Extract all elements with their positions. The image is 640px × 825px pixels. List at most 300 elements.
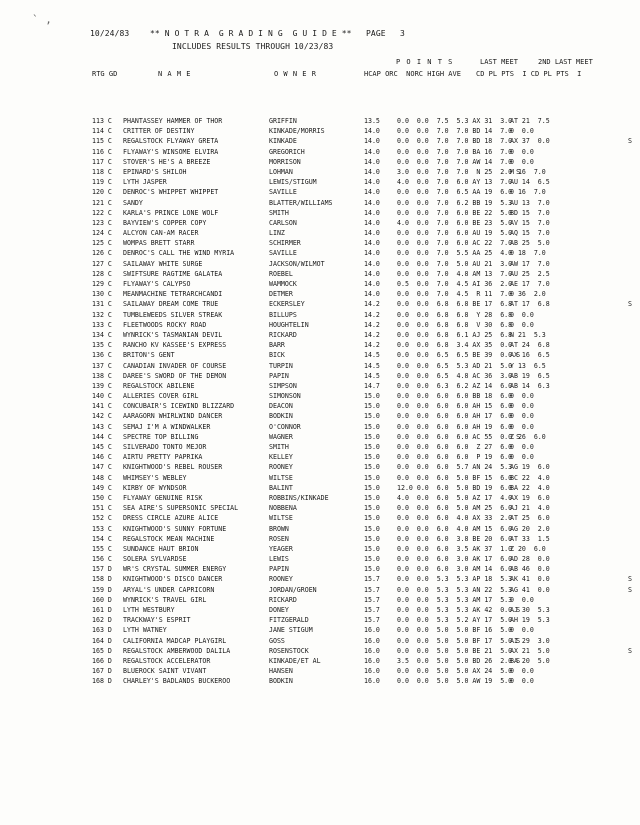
row-second-last-meet: Z 26 6.0 — [510, 432, 546, 441]
row-points-and-last-meet: 0.0 0.0 5.3 5.3 AN 22 5.3 — [397, 585, 513, 594]
row-dog-name: DENROC'S CALL THE WIND MYRIA — [123, 249, 235, 258]
row-rating-id: 155 C — [92, 544, 112, 553]
row-owner: SIMONSON — [269, 392, 301, 401]
row-rating-id: 162 D — [92, 616, 112, 625]
row-points-and-last-meet: 4.0 0.0 7.0 6.0 AY 13 7.0 — [397, 178, 513, 187]
row-hcap: 14.5 — [364, 371, 380, 380]
table-row — [92, 422, 640, 432]
row-owner: DEACON — [269, 402, 293, 411]
row-second-last-meet: AB 25 5.0 — [510, 239, 550, 248]
row-hcap: 14.0 — [364, 167, 380, 176]
row-points-and-last-meet: 0.0 0.0 7.0 6.0 AC 22 7.0 — [397, 239, 513, 248]
row-second-last-meet: 0 0.0 — [510, 157, 534, 166]
row-points-and-last-meet: 0.0 0.0 7.0 6.5 AA 19 6.0 — [397, 188, 513, 197]
row-hcap: 14.2 — [364, 320, 380, 329]
row-second-last-meet: AX 16 6.5 — [510, 351, 550, 360]
row-owner: BALINT — [269, 483, 293, 492]
row-points-and-last-meet: 0.0 0.0 7.0 6.0 BE 22 5.0 — [397, 208, 513, 217]
row-dog-name: ALLERIES COVER GIRL — [123, 392, 199, 401]
row-second-last-meet: 0 0.0 — [510, 320, 534, 329]
row-owner: SAVILLE — [269, 249, 297, 258]
row-owner: KINKADE/MORRIS — [269, 127, 325, 136]
row-owner: BARR — [269, 341, 285, 350]
row-rating-id: 142 C — [92, 412, 112, 421]
row-points-and-last-meet: 3.5 0.0 5.0 5.0 BD 26 2.0 S — [397, 656, 521, 665]
row-second-last-meet: 0 0.0 — [510, 412, 534, 421]
row-owner: BLATTER/WILLIAMS — [269, 198, 333, 207]
second-last-meet-group-header: 2ND LAST MEET — [538, 58, 593, 66]
row-hcap: 14.0 — [364, 137, 380, 146]
row-owner: DETMER — [269, 290, 293, 299]
table-row — [92, 157, 640, 167]
row-points-and-last-meet: 0.0 0.0 6.0 6.0 BB 18 6.0 — [397, 392, 513, 401]
row-second-last-meet: BC 22 4.0 — [510, 473, 550, 482]
row-hcap: 14.2 — [364, 330, 380, 339]
row-second-last-meet: AI 29 3.0 — [510, 636, 550, 645]
row-dog-name: CANADIAN INVADER OF COURSE — [123, 361, 227, 370]
table-row — [92, 524, 640, 534]
row-owner: GOSS — [269, 636, 285, 645]
table-row — [92, 513, 640, 523]
row-rating-id: 167 D — [92, 667, 112, 676]
table-row — [92, 218, 640, 228]
row-owner: HANSEN — [269, 667, 293, 676]
row-second-last-meet: AV 15 7.0 — [510, 218, 550, 227]
table-row — [92, 289, 640, 299]
table-row — [92, 462, 640, 472]
row-rating-id: 143 C — [92, 422, 112, 431]
owner-header: O W N E R — [274, 70, 317, 78]
points-columns-header: HCAP ORC NORC HIGH AVE — [364, 70, 461, 78]
row-hcap: 15.7 — [364, 595, 380, 604]
row-second-last-meet: Z 20 6.0 — [510, 544, 546, 553]
row-points-and-last-meet: 0.0 0.0 6.8 6.8 Y 28 6.8 — [397, 310, 513, 319]
row-owner: SCHIRMER — [269, 239, 301, 248]
row-dog-name: DRESS CIRCLE AZURE ALICE — [123, 514, 219, 523]
row-rating-id: 128 C — [92, 269, 112, 278]
row-points-and-last-meet: 12.0 0.0 6.0 5.0 BD 19 6.0 — [397, 483, 513, 492]
row-rating-id: 123 C — [92, 218, 112, 227]
table-row — [92, 676, 640, 686]
table-row — [92, 381, 640, 391]
row-rating-id: 159 D — [92, 585, 112, 594]
row-owner: O'CONNOR — [269, 422, 301, 431]
row-second-last-meet: 0 0.0 — [510, 147, 534, 156]
row-hcap: 16.0 — [364, 626, 380, 635]
row-owner: LEWIS — [269, 555, 289, 564]
table-row — [92, 574, 640, 584]
table-row — [92, 401, 640, 411]
row-rating-id: 121 C — [92, 198, 112, 207]
row-dog-name: ARYAL'S UNDER CAPRICORN — [123, 585, 215, 594]
row-dog-name: SPECTRE TOP BILLING — [123, 432, 199, 441]
row-owner: RICKARD — [269, 330, 297, 339]
row-rating-id: 163 D — [92, 626, 112, 635]
row-dog-name: LYTH JASPER — [123, 178, 167, 187]
row-second-last-meet: AX 21 5.0 — [510, 646, 550, 655]
table-row — [92, 585, 640, 595]
table-row — [92, 136, 640, 146]
row-hcap: 14.2 — [364, 310, 380, 319]
row-points-and-last-meet: 0.0 0.0 6.3 6.2 AZ 14 6.0 — [397, 381, 513, 390]
row-points-and-last-meet: 0.0 0.0 6.5 6.5 BE 39 0.0 S — [397, 351, 521, 360]
row-second-last-meet: AE 17 7.0 — [510, 280, 550, 288]
table-row — [92, 432, 640, 442]
row-second-last-meet: 0 0.0 — [510, 402, 534, 411]
row-points-and-last-meet: 0.0 0.0 7.5 5.3 AX 31 3.0 — [397, 117, 513, 125]
row-second-last-meet: BD 15 7.0 — [510, 208, 550, 217]
row-points-and-last-meet: 3.0 0.0 7.0 7.0 N 25 2.0 S — [397, 167, 521, 176]
row-second-last-meet: AG 19 6.0 — [510, 463, 550, 472]
row-rating-id: 165 D — [92, 646, 112, 655]
row-rating-id: 141 C — [92, 402, 112, 411]
row-dog-name: EPINARD'S SHILOH — [123, 167, 187, 176]
row-rating-id: 164 D — [92, 636, 112, 645]
row-hcap: 15.0 — [364, 412, 380, 421]
row-points-and-last-meet: 0.0 0.0 7.0 5.0 AU 21 3.0 — [397, 259, 513, 268]
table-row — [92, 259, 640, 269]
row-dog-name: CALIFORNIA MADCAP PLAYGIRL — [123, 636, 227, 645]
table-row — [92, 177, 640, 187]
table-row — [92, 615, 640, 625]
table-row — [92, 473, 640, 483]
row-dog-name: LYTH WESTBURY — [123, 606, 175, 614]
row-second-last-meet: AT 25 6.0 — [510, 514, 550, 523]
row-points-and-last-meet: 0.0 0.0 6.0 5.7 AN 24 5.3 — [397, 463, 513, 472]
table-row — [92, 279, 640, 289]
row-owner: KELLEY — [269, 453, 293, 462]
row-hcap: 15.7 — [364, 585, 380, 594]
row-rating-id: 124 C — [92, 229, 112, 238]
row-hcap: 14.5 — [364, 361, 380, 370]
row-owner: SMITH — [269, 208, 289, 217]
table-row — [92, 636, 640, 646]
row-dog-name: PHANTASSEY HAMMER OF THOR — [123, 117, 223, 125]
table-row — [92, 350, 640, 360]
table-row — [92, 483, 640, 493]
row-owner: NOBBENA — [269, 504, 297, 513]
row-dog-name: FLEETWOODS ROCKY ROAD — [123, 320, 207, 329]
row-dog-name: SILVERADO TONTO MEJOR — [123, 443, 207, 451]
row-points-and-last-meet: 0.0 0.0 6.0 6.0 AC 55 0.0 S — [397, 432, 521, 441]
row-second-last-meet: AB 14 6.3 — [510, 381, 550, 390]
row-owner: BODKIN — [269, 412, 293, 421]
row-points-and-last-meet: 0.0 0.0 5.0 5.0 BE 21 5.0 — [397, 646, 513, 655]
row-rating-id: 118 C — [92, 167, 112, 176]
row-owner: ECKERSLEY — [269, 300, 305, 309]
table-row — [92, 116, 640, 126]
points-group-header: P O I N T S — [396, 58, 454, 66]
row-dog-name: REGALSTOCK FLYAWAY GRETA — [123, 137, 219, 146]
row-dog-name: LYTH WATNEY — [123, 626, 167, 635]
row-second-last-meet: 0 0.0 — [510, 677, 534, 686]
row-owner: ROBBINS/KINKADE — [269, 493, 329, 502]
row-points-and-last-meet: 0.0 0.0 5.3 5.3 AP 18 5.3 — [397, 575, 513, 584]
row-dog-name: REGALSTOCK ABILENE — [123, 381, 195, 390]
row-hcap: 15.0 — [364, 534, 380, 543]
row-rating-id: 122 C — [92, 208, 112, 217]
row-second-last-meet: AW 17 7.0 — [510, 259, 550, 268]
table-row — [92, 656, 640, 666]
row-dog-name: SEMAJ I'M A WINDWALKER — [123, 422, 211, 431]
row-second-last-meet: BA 22 4.0 — [510, 483, 550, 492]
row-dog-name: CRITTER OF DESTINY — [123, 127, 195, 136]
row-second-last-meet: 0 36 2.0 — [510, 290, 546, 299]
row-owner: MORRISON — [269, 157, 301, 166]
table-row — [92, 595, 640, 605]
row-points-and-last-meet: 0.0 0.0 6.0 3.0 AK 17 6.0 — [397, 555, 513, 564]
row-indicator: S — [628, 575, 632, 584]
row-hcap: 15.7 — [364, 606, 380, 614]
row-owner: BODKIN — [269, 677, 293, 686]
row-second-last-meet: AT 24 6.8 — [510, 341, 550, 350]
row-hcap: 15.0 — [364, 453, 380, 462]
row-rating-id: 146 C — [92, 453, 112, 462]
row-second-last-meet: N 21 5.3 — [510, 330, 546, 339]
row-rating-id: 114 C — [92, 127, 112, 136]
row-hcap: 15.0 — [364, 514, 380, 523]
row-hcap: 14.0 — [364, 198, 380, 207]
row-second-last-meet: AK 41 0.0 — [510, 575, 550, 584]
row-dog-name: RANCHO KV KASSEE'S EXPRESS — [123, 341, 227, 350]
row-dog-name: KIRBY OF WYNDSOR — [123, 483, 187, 492]
row-points-and-last-meet: 0.0 0.0 6.8 6.8 V 30 6.8 — [397, 320, 513, 329]
row-owner: KINKADE/ET AL — [269, 656, 321, 665]
row-points-and-last-meet: 0.0 0.0 7.0 7.0 BA 16 7.0 — [397, 147, 513, 156]
row-hcap: 14.2 — [364, 341, 380, 350]
row-second-last-meet: 0 0.0 — [510, 453, 534, 462]
row-second-last-meet: AJ 21 4.0 — [510, 504, 550, 513]
row-second-last-meet: 0 0.0 — [510, 595, 534, 604]
row-dog-name: FLYAWAY GENUINE RISK — [123, 493, 203, 502]
row-points-and-last-meet: 0.0 0.0 6.0 6.0 AH 15 6.0 — [397, 402, 513, 411]
table-row — [92, 340, 640, 350]
row-points-and-last-meet: 0.0 0.0 6.0 6.0 AH 17 6.0 — [397, 412, 513, 421]
row-second-last-meet: AQ 15 7.0 — [510, 229, 550, 238]
table-row — [92, 493, 640, 503]
row-rating-id: 147 C — [92, 463, 112, 472]
row-owner: WILTSE — [269, 514, 293, 523]
row-rating-id: 119 C — [92, 178, 112, 187]
table-row — [92, 198, 640, 208]
row-dog-name: CHARLEY'S BADLANDS BUCKEROO — [123, 677, 231, 686]
row-second-last-meet: AU 14 6.5 — [510, 178, 550, 187]
row-dog-name: TRACKWAY'S ESPRIT — [123, 616, 191, 625]
row-second-last-meet: AB 19 6.5 — [510, 371, 550, 380]
row-hcap: 15.0 — [364, 483, 380, 492]
row-rating-id: 136 C — [92, 351, 112, 360]
row-owner: DONEY — [269, 606, 289, 614]
row-dog-name: SWIFTSURE RAGTIME GALATEA — [123, 269, 223, 278]
table-row — [92, 228, 640, 238]
page-label: PAGE — [366, 29, 386, 38]
row-indicator: S — [628, 646, 632, 655]
row-points-and-last-meet: 0.0 0.0 6.0 4.0 AM 15 6.0 — [397, 524, 513, 533]
row-points-and-last-meet: 4.0 0.0 7.0 6.0 BE 23 5.0 — [397, 218, 513, 227]
row-owner: LEWIS/STIGUM — [269, 178, 317, 187]
row-owner: ROONEY — [269, 575, 293, 584]
row-rating-id: 137 C — [92, 361, 112, 370]
row-dog-name: SAILAWAY WHITE SURGE — [123, 259, 203, 268]
row-hcap: 15.0 — [364, 443, 380, 451]
row-owner: YEAGER — [269, 544, 293, 553]
row-dog-name: SEA AIRE'S SUPERSONIC SPECIAL — [123, 504, 239, 513]
row-dog-name: SOLERA SYLVARDSE — [123, 555, 187, 564]
row-owner: WAGNER — [269, 432, 293, 441]
row-dog-name: WYNRICK'S TASMANIAN DEVIL — [123, 330, 223, 339]
report-date: 10/24/83 — [90, 29, 130, 38]
row-rating-id: 161 D — [92, 606, 112, 614]
row-hcap: 15.0 — [364, 504, 380, 513]
row-hcap: 15.0 — [364, 463, 380, 472]
row-dog-name: AARAGORN WHIRLWIND DANCER — [123, 412, 223, 421]
row-dog-name: MEANMACHINE TETRARCHCANDI — [123, 290, 223, 299]
row-rating-id: 153 C — [92, 524, 112, 533]
row-points-and-last-meet: 0.0 0.0 6.0 6.0 P 19 6.0 — [397, 453, 513, 462]
row-points-and-last-meet: 0.0 0.0 6.8 6.1 AJ 25 6.8 — [397, 330, 513, 339]
row-rating-id: 127 C — [92, 259, 112, 268]
row-rating-id: 145 C — [92, 443, 112, 451]
row-owner: PAPIN — [269, 565, 289, 574]
table-row — [92, 503, 640, 513]
row-points-and-last-meet: 0.0 0.0 7.0 7.0 BD 18 7.0 — [397, 137, 513, 146]
row-points-and-last-meet: 0.0 0.0 5.0 5.0 BF 17 5.0 S — [397, 636, 521, 645]
table-row — [92, 371, 640, 381]
row-hcap: 15.0 — [364, 422, 380, 431]
row-points-and-last-meet: 0.0 0.0 6.5 5.3 AD 21 5.0 — [397, 361, 513, 370]
table-row — [92, 330, 640, 340]
row-rating-id: 113 C — [92, 117, 112, 125]
row-rating-id: 132 C — [92, 310, 112, 319]
scan-mark: ` , — [32, 13, 52, 26]
row-dog-name: AIRTU PRETTY PAPRIKA — [123, 453, 203, 462]
row-owner: JORDAN/GROEN — [269, 585, 317, 594]
row-hcap: 16.0 — [364, 646, 380, 655]
row-hcap: 14.0 — [364, 280, 380, 288]
row-dog-name: REGALSTOCK MEAN MACHINE — [123, 534, 215, 543]
row-rating-id: 139 C — [92, 381, 112, 390]
row-rating-id: 160 D — [92, 595, 112, 604]
row-second-last-meet: AX 37 0.0 — [510, 137, 550, 146]
row-rating-id: 126 C — [92, 249, 112, 258]
row-owner: JANE STIGUM — [269, 626, 313, 635]
table-row — [92, 391, 640, 401]
row-hcap: 14.0 — [364, 147, 380, 156]
row-rating-id: 144 C — [92, 432, 112, 441]
row-owner: LOHMAN — [269, 167, 293, 176]
row-dog-name: WHIMSEY'S WEBLEY — [123, 473, 187, 482]
row-hcap: 14.0 — [364, 269, 380, 278]
rtg-gd-header: RTG GD — [92, 70, 118, 78]
row-second-last-meet: AH 19 5.3 — [510, 616, 550, 625]
row-points-and-last-meet: 0.0 0.0 6.0 3.8 BE 20 6.0 — [397, 534, 513, 543]
row-indicator: S — [628, 585, 632, 594]
table-row — [92, 167, 640, 177]
row-points-and-last-meet: 0.0 0.0 5.3 5.3 AM 17 5.3 — [397, 595, 513, 604]
row-owner: GRIFFIN — [269, 117, 297, 125]
table-row — [92, 299, 640, 309]
row-hcap: 15.7 — [364, 616, 380, 625]
row-owner: WILTSE — [269, 473, 293, 482]
row-points-and-last-meet: 0.0 0.0 7.0 7.0 AW 14 7.0 — [397, 157, 513, 166]
row-rating-id: 129 C — [92, 280, 112, 288]
row-points-and-last-meet: 0.0 0.0 5.0 5.0 AW 19 5.0 — [397, 677, 513, 686]
table-row — [92, 126, 640, 136]
row-dog-name: CONCUBAIR'S ICEWIND BLIZZARD — [123, 402, 235, 411]
row-dog-name: DENROC'S WHIPPET WHIPPET — [123, 188, 219, 197]
row-owner: PAPIN — [269, 371, 289, 380]
row-second-last-meet: M 16 7.0 — [510, 167, 546, 176]
row-dog-name: REGALSTOCK ACCELERATOR — [123, 656, 211, 665]
row-points-and-last-meet: 0.0 0.0 5.0 5.0 AX 24 5.0 — [397, 667, 513, 676]
row-second-last-meet: AD 28 0.0 — [510, 555, 550, 564]
row-second-last-meet: AT 33 1.5 — [510, 534, 550, 543]
row-second-last-meet: 0 18 7.0 — [510, 249, 546, 258]
row-dog-name: KARLA'S PRINCE LONE WOLF — [123, 208, 219, 217]
row-owner: BROWN — [269, 524, 289, 533]
name-header: N A M E — [158, 70, 192, 78]
row-points-and-last-meet: 0.0 0.0 6.0 5.0 BF 15 6.0 — [397, 473, 513, 482]
row-rating-id: 130 C — [92, 290, 112, 299]
row-dog-name: BRITON'S GENT — [123, 351, 175, 360]
row-rating-id: 156 C — [92, 555, 112, 564]
row-rating-id: 131 C — [92, 300, 112, 309]
table-row — [92, 310, 640, 320]
row-rating-id: 116 C — [92, 147, 112, 156]
row-hcap: 15.0 — [364, 565, 380, 574]
row-dog-name: WOMPAS BRETT STARR — [123, 239, 195, 248]
row-points-and-last-meet: 0.0 0.0 6.0 4.0 AX 33 2.0 — [397, 514, 513, 523]
row-rating-id: 135 C — [92, 341, 112, 350]
row-second-last-meet: AT 21 7.5 — [510, 117, 550, 125]
row-second-last-meet: 0 16 7.0 — [510, 188, 546, 197]
row-hcap: 14.0 — [364, 229, 380, 238]
row-hcap: 16.0 — [364, 677, 380, 686]
row-rating-id: 151 C — [92, 504, 112, 513]
row-owner: WAMMOCK — [269, 280, 297, 288]
row-dog-name: SUNDANCE HAUT BRION — [123, 544, 199, 553]
table-row — [92, 269, 640, 279]
row-points-and-last-meet: 0.0 0.0 7.0 6.0 AU 19 5.0 — [397, 229, 513, 238]
row-owner: RICKARD — [269, 595, 297, 604]
row-owner: BILLUPS — [269, 310, 297, 319]
row-owner: TURPIN — [269, 361, 293, 370]
row-dog-name: ALCYON CAN-AM RACER — [123, 229, 199, 238]
row-second-last-meet: 0 0.0 — [510, 127, 534, 136]
row-owner: SMITH — [269, 443, 289, 451]
table-row — [92, 238, 640, 248]
report-subtitle: INCLUDES RESULTS THROUGH — [172, 42, 290, 51]
row-points-and-last-meet: 0.0 0.0 5.0 5.0 BF 16 5.0 — [397, 626, 513, 635]
through-date: 10/23/83 — [294, 42, 334, 51]
row-second-last-meet: AJ 30 5.3 — [510, 606, 550, 614]
row-hcap: 14.5 — [364, 351, 380, 360]
table-row — [92, 147, 640, 157]
row-hcap: 14.0 — [364, 188, 380, 197]
row-rating-id: 140 C — [92, 392, 112, 401]
row-second-last-meet: AT 17 6.8 — [510, 300, 550, 309]
row-dog-name: SANDY — [123, 198, 143, 207]
row-points-and-last-meet: 4.0 0.0 6.0 5.0 AZ 17 4.0 — [397, 493, 513, 502]
row-points-and-last-meet: 0.0 0.0 6.0 6.0 AH 19 6.0 — [397, 422, 513, 431]
row-rating-id: 154 C — [92, 534, 112, 543]
row-owner: FITZGERALD — [269, 616, 309, 625]
row-second-last-meet: AX 19 6.0 — [510, 493, 550, 502]
row-owner: LINZ — [269, 229, 285, 238]
row-dog-name: DAREE'S SWORD OF THE DEMON — [123, 371, 227, 380]
row-rating-id: 115 C — [92, 137, 112, 146]
row-points-and-last-meet: 0.0 0.0 7.0 4.5 R 11 7.0 — [397, 290, 513, 299]
